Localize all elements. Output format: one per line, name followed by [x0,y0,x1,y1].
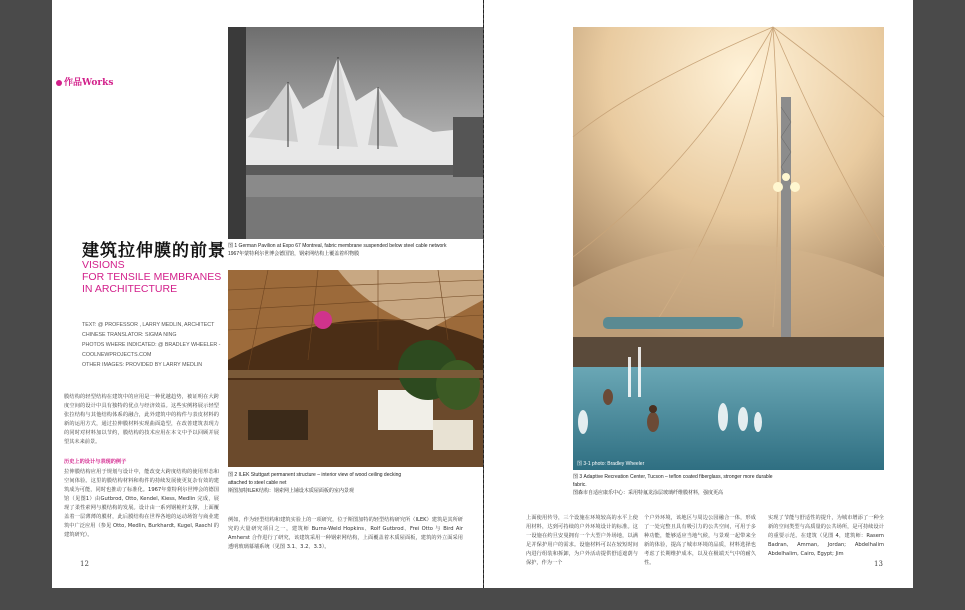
caption-figure-2: 图 2 ILEK Stuttgart permanent structure – interior view of wood ceiling decking attached to steel cable net 斯图加特ILEK结构：钢索网上铺设木质屋面板的室内景观 [228,472,402,494]
caption-figure-1: 图 1 German Pavilion at Expo 67 Montreal, fabric membrane suspended below steel cable network 1967年蒙特利尔世博会德国馆，钢索网结构上覆盖着织物膜 [228,243,447,257]
body-column-2: 个户外环境，该地区与周边公园融合一体，形成了一处完整且具有吸引力的公共空间，可用于多种功能，能够适应当地气候，与景观一起带来全新的体验，提高了城市环境的品质，材料选择也考虑了长期维护成本，以及在极端天气中的耐久性。 [644,515,756,566]
photo-tucson-recreation-center [573,27,884,470]
page-number-right: 13 [874,560,883,568]
ilek-interior-image [228,270,483,467]
german-pavilion-image [228,27,483,239]
photo-german-pavilion [228,27,483,239]
section-subhead: 历史上的设计与表现的例子 [64,459,127,465]
article-title-english: VISIONS FOR TENSILE MEMBRANES IN ARCHITECTURE [82,259,222,295]
tucson-recreation-image [573,27,884,470]
spread-fold [483,0,485,588]
body-column-1: 上面使用传导，三个设施在环境较高的水平上使用材料，达到可持续的户外环境设计的标准。这一设施在约旦安曼拥有一个大型户外场地，以满足并保护用户的需求。设施材料可以在较短时间内进行组装和拆卸，为户外活动提供舒适遮荫与保护，作为一个 [526,515,638,566]
article-title-chinese: 建筑拉伸膜的前景 [82,241,226,261]
section-dot-icon [56,80,62,86]
right-page [484,0,913,588]
article-credits: TEXT: @ PROFESSOR , LARRY MEDLIN, ARCHITECT CHINESE TRANSLATOR: SIGMA NING PHOTOS WHERE INDICATED: @ BRADLEY WHEELER - COOLNEWPROJECTS.COM OTHER IMAGES: PROVIDED BY LARRY MEDLIN [82,322,221,368]
body-paragraph-2: 例如，作为轻型结构和建筑实验上的一项研究，位于斯图加特的轻型结构研究所（ILEK）建筑是其所研究的大量研究项目之一，建筑师 Burns-Weld Hopkins、Rolf Gutbrod、Frei Otto 与 Bird Air Amherst 合作进行了研究，该建筑采用一种钢索网结构，上面覆盖着木质屋面板，建筑的外立面采用透明玻璃幕墙系统（见图 3.1、3.2、3.3）。 [228,517,463,550]
caption-figure-3: 图 3 Adaptive Recreation Center, Tucson – teflon coated fiberglass, stronger more durable fabric. 图森市自适应康乐中心：采用特氟龙涂层玻璃纤维膜材料，强度更高 [573,474,773,496]
intro-paragraph: 膜结构的轻型结构在建筑中的应用是一种优越趋势，被证明在大跨度空间的设计中具有独特的优点与经济效益。这些实例将展示轻型张拉结构与其他结构体系的融合，此外建筑中的构件与表皮材料的新的运用方式，通过拉伸膜材料实现曲面造型，在改善建筑表现力的同时对材料加以节约，膜结构的技术应用在本文中予以回顾并展望其未来前景。 [64,394,219,445]
left-page [52,0,483,588]
section-tag: 作品Works [56,75,113,88]
body-column-3: 实现了节能与舒适性的提升，为城市增添了一种全新的空间类型与高质量的公共场所，是可持续设计的重要示范。在建筑（见图 4，建筑师：Rasem Badran, Amman, Jordan; Abdelhalim Abdelhalim, Cairo, Egypt; Jim [768,515,884,557]
photo-credit: 图 3-1 photo: Bradley Wheeler [577,461,645,467]
body-paragraph-1: 拉伸膜结构应用于规划与设计中，能改变大跨度结构的使用形态和空间体验。这里的膜结构材料和构件的持续发展使更复杂有效的建筑成为可能，同时也推动了标准化。1967年蒙特利尔世博会的德国馆（见图1）由Gutbrod, Otto, Kendel, Kiess, Medlin 完成，展现了柔性索网与膜结构的发展。设计由一系列钢桅杆支撑，上面覆盖着一层薄薄的膜材，此后膜结构在世界各地的运动场馆与商业建筑中广泛应用（参见 Otto, Medlin, Burkhardt, Kugel, Raschl 的建筑研究）。 [64,469,219,538]
page-number-left: 12 [80,560,89,568]
photo-ilek-interior [228,270,483,467]
